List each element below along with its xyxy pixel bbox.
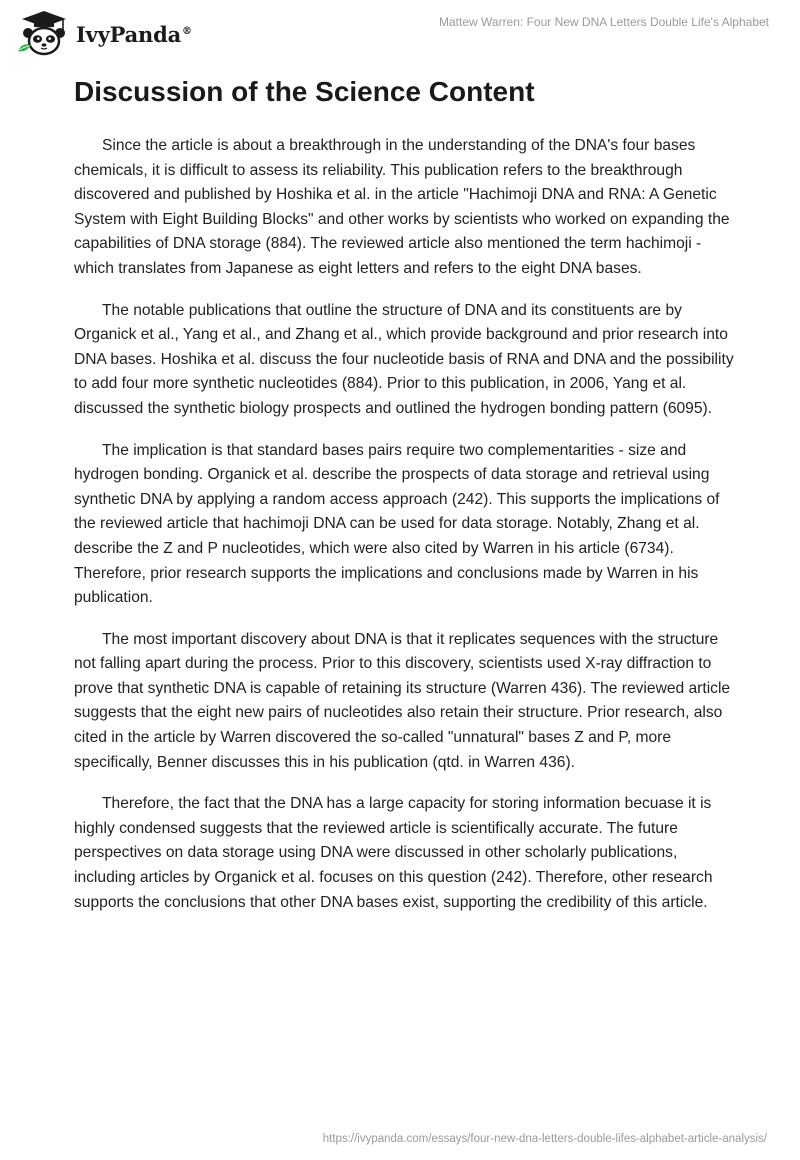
brand-name-text: IvyPanda bbox=[76, 21, 182, 47]
paragraph-5: Therefore, the fact that the DNA has a large capacity for storing information becuase it is highly condensed suggests that the reviewed article is scientifically accurate. The future perspectives on data storage using DNA were discussed in other scholarly publications, including articles by Organick et al. focuses on this question (242). Therefore, other research supports the conclusions that other DNA bases exist, supporting the credibility of this article. bbox=[74, 795, 713, 911]
document-title: Mattew Warren: Four New DNA Letters Double Life's Alphabet bbox=[439, 15, 769, 29]
panda-graduate-icon bbox=[16, 9, 72, 57]
paragraph-2: The notable publications that outline the structure of DNA and its constituents are by Organick et al., Yang et al., and Zhang et al., which provide background and prior research into DNA bases. Hoshika et al. discuss the four nucleotide basis of RNA and DNA and the possibility to add four more synthetic nucleotides (884). Prior to this publication, in 2006, Yang et al. discussed the synthetic biology prospects and outlined the hydrogen bonding pattern (6095). bbox=[74, 301, 734, 417]
registered-mark: ® bbox=[182, 25, 192, 37]
paragraph-4: The most important discovery about DNA is that it replicates sequences with the structure not falling apart during the process. Prior to this discovery, scientists used X-ray diffraction to prove that synthetic DNA is capable of retaining its structure (Warren 436). The reviewed article suggests that the eight new pairs of nucleotides also retain their structure. Prior research, also cited in the article by Warren discovered the so-called "unnatural" bases Z and P, more specifically, Benner discusses this in his publication (qtd. in Warren 436). bbox=[74, 630, 731, 771]
brand-name bbox=[76, 22, 192, 47]
paragraph-3: The implication is that standard bases pairs require two complementarities - size and hydrogen bonding. Organick et al. describe the prospects of data storage and retrieval using synthetic DNA by applying a random access approach (242). This supports the implications of the reviewed article that hachimoji DNA can be used for data storage. Notably, Zhang et al. describe the Z and P nucleotides, which were also cited by Warren in his article (6734). Therefore, prior research supports the implications and conclusions made by Warren in his publication. bbox=[74, 441, 720, 607]
section-heading: Discussion of the Science Content bbox=[74, 76, 535, 107]
source-url[interactable]: https://ivypanda.com/essays/four-new-dna-letters-double-lifes-alphabet-article-analysis/ bbox=[322, 1133, 767, 1145]
article-content bbox=[74, 72, 734, 932]
page-header bbox=[0, 0, 800, 60]
paragraph-1: Since the article is about a breakthrough in the understanding of the DNA's four bases chemicals, it is difficult to assess its reliability. This publication refers to the breakthrough discovered and published by Hoshika et al. in the article "Hachimoji DNA and RNA: A Genetic System with Eight Building Blocks" and other works by scientists who worked on expanding the capabilities of DNA storage (884). The reviewed article also mentioned the term hachimoji - which translates from Japanese as eight letters and refers to the eight DNA bases. bbox=[74, 137, 730, 277]
ivypanda-logo[interactable] bbox=[16, 9, 192, 57]
